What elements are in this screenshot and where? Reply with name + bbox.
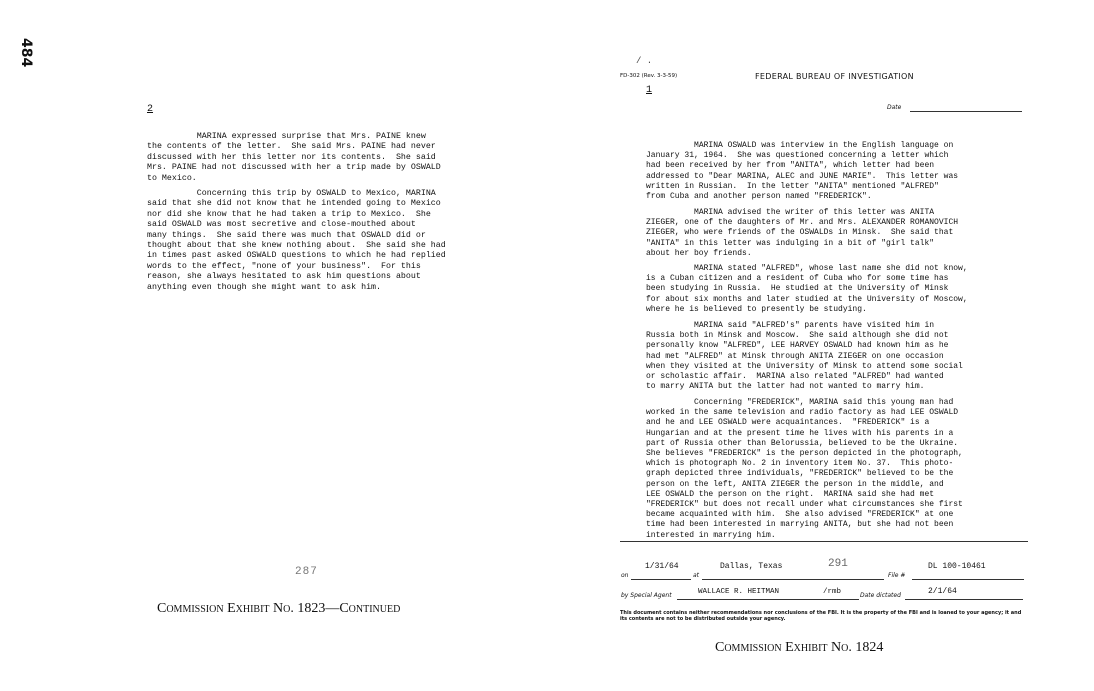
file-line [912, 579, 1024, 580]
agent-line [677, 599, 859, 600]
page-stamp: 291 [828, 558, 848, 570]
on-label: on [621, 572, 629, 579]
fbi-header: FEDERAL BUREAU OF INVESTIGATION [755, 72, 914, 81]
left-paragraph-2: Concerning this trip by OSWALD to Mexico, MARINA said that she did not know that he intended going to Mexico nor did she know that he had taken a trip to Mexico. She said OSWALD was most secretive and close-mouthed about many things. She said there was much that OSWALD did or thought about that she knew nothing about. She said she had in times past asked OSWALD questions to which he had replied words to the effect, "none of your business". For this reason, she always hesitated to ask him questions about anything even though she might want to ask him. [147, 189, 446, 292]
right-exhibit-caption: Commission Exhibit No. 1824 [715, 640, 884, 655]
right-paragraph-3: MARINA stated "ALFRED", whose last name she did not know, is a Cuban citizen and a resident of Cuba who for some time has been studying in Russia. He studied at the University of Minsk for about six months and later studied at the University of Moscow, where he is believed to presently be studying. [646, 264, 968, 314]
agent-initials: /rmb [823, 588, 842, 596]
footer-rule [620, 541, 1028, 542]
right-paragraph-4: MARINA said "ALFRED's" parents have visited him in Russia both in Minsk and Moscow. She said although she did not personally know "ALFRED", LEE HARVEY OSWALD had known him as he had met "ALFRED" at Minsk through ANITA ZIEGER on one occasion when they visited at the University of Minsk to attend some social or scholastic affair. MARINA also related "ALFRED" had wanted to marry ANITA but the latter had not wanted to marry him. [646, 321, 963, 392]
date-label: Date [887, 104, 902, 111]
interview-date: 1/31/64 [645, 562, 679, 571]
at-line [702, 579, 884, 580]
at-label: at [693, 572, 700, 579]
right-paragraph-1: MARINA OSWALD was interview in the English language on January 31, 1964. She was questioned concerning a letter which had been received by her from "ANITA", which letter had been addressed to "Dear MARINA, ALEC and JUNE MARIE". This letter was written in Russian. In the letter "ANITA" mentioned "ALFRED" from Cuba and another person named "FREDERICK". [646, 141, 959, 202]
form-number: FD-302 (Rev. 3-3-59) [620, 73, 678, 79]
agent-name: WALLACE R. HEITMAN [698, 588, 780, 596]
right-paragraph-2: MARINA advised the writer of this letter was ANITA ZIEGER, one of the daughters of Mr. and Mrs. ALEXANDER ROMANOVICH ZIEGER, who were friends of the OSWALDs in Minsk. She said that "ANITA" in this letter was indulging in a bit of "girl talk" about her boy friends. [646, 208, 959, 258]
volume-page-number: 484 [18, 38, 34, 68]
left-page-number: 2 [147, 104, 154, 115]
left-exhibit-caption: Commission Exhibit No. 1823—Continued [157, 601, 401, 616]
tick-mark: / . [636, 56, 653, 66]
on-line [631, 579, 691, 580]
file-label: File # [888, 572, 906, 579]
dictated-date: 2/1/64 [928, 587, 957, 596]
dictated-label: Date dictated [860, 592, 901, 599]
interview-place: Dallas, Texas [720, 562, 783, 571]
right-paragraph-5: Concerning "FREDERICK", MARINA said this young man had worked in the same television and radio factory as had LEE OSWALD and he and LEE OSWALD were acquaintances. "FREDERICK" is a Hungarian and at the present time he lives with his parents in a part of Russia other than Belorussia, believed to be the Ukraine. She believes "FREDERICK" is the person depicted in the photograph, which is photograph No. 2 in inventory item No. 37. This photo- graph depicted three individuals, "FREDERICK" believed to be the person on the left, ANITA ZIEGER the person in the middle, and LEE OSWALD the person on the right. MARINA said she had met "FREDERICK" but does not recall under what circumstances she first became acquainted with him. She also advised "FREDERICK" at one time had been interested in marrying ANITA, but she had not been interested in marrying him. [646, 398, 963, 540]
dictated-line [905, 599, 1023, 600]
left-page-stamp: 287 [295, 566, 318, 578]
date-line [910, 111, 1022, 112]
agent-label: by Special Agent [621, 592, 672, 599]
file-number: DL 100-10461 [928, 562, 986, 571]
right-page-number: 1 [646, 85, 653, 96]
left-paragraph-1: MARINA expressed surprise that Mrs. PAINE knew the contents of the letter. She said Mrs. PAINE had never discussed with her this letter nor its contents. She said Mrs. PAINE had not discussed with her a trip made by OSWALD to Mexico. [147, 132, 441, 183]
fbi-disclaimer: This document contains neither recommendations nor conclusions of the FBI. It is the property of the FBI and is loaned to your agency; it and its contents are not to be distributed outside your agency. [620, 610, 1022, 622]
